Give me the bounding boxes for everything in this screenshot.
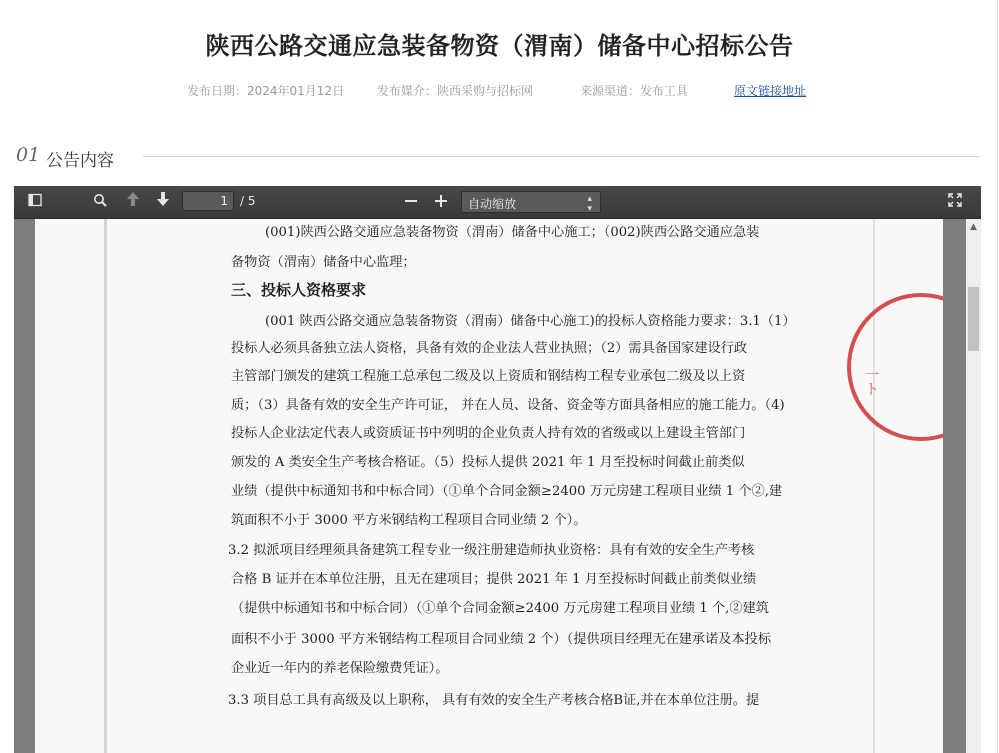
expand-icon[interactable] [942,190,968,214]
official-seal-stamp [847,293,943,441]
document-area[interactable] [14,219,966,753]
page-title: 陕西公路交通应急装备物资（渭南）储备中心招标公告 [205,32,794,60]
doc-line: 面积不小于 3000 平方米钢结构工程项目合同业绩 2 个）（提供项目经理无在建承诺及本投标 [231,632,772,647]
section-title: 公告内容 [46,151,114,171]
page-total: / 5 [240,194,256,208]
plus-icon[interactable] [428,190,454,214]
doc-heading: 三、投标人资格要求 [231,281,367,299]
section-divider [143,156,980,157]
pdf-viewer [14,186,981,753]
arrow-down-icon[interactable] [150,190,176,214]
scan-edge [873,219,875,753]
original-link[interactable]: 原文链接地址 [734,84,807,98]
doc-line: （提供中标通知书和中标合同）（①单个合同金额≥2400 万元房建工程项目业绩 1 个,②建筑 [231,601,769,616]
doc-line: 合格 B 证并在本单位注册，且无在建项目；提供 2021 年 1 月至投标时间截止前类似业绩 [231,572,757,587]
doc-line: 企业近一年内的养老保险缴费凭证）。 [231,661,449,676]
arrow-up-icon[interactable] [120,190,146,214]
doc-line: 筑面积不小于 3000 平方米钢结构工程项目合同业绩 2 个）。 [231,513,587,528]
doc-line: 主管部门颁发的建筑工程施工总承包二级及以上资质和钢结构工程专业承包二级及以上资 [231,369,746,384]
doc-line: 3.2 拟派项目经理须具备建筑工程专业一级注册建造师执业资格：具有有效的安全生产考核 [228,543,755,558]
doc-line: 颁发的 A 类安全生产考核合格证。（5）投标人提供 2021 年 1 月至投标时间截止前类似 [231,455,745,470]
select-arrows-icon: ▴ ▾ [587,194,592,214]
doc-line: 质；（3）具备有效的安全生产许可证， 并在人员、设备、资金等方面具备相应的施工能力。（4) [231,398,785,413]
announcement-meta [0,82,999,100]
page-number-input[interactable] [182,191,234,211]
section-header [16,144,980,171]
source-channel: 来源渠道：发布工具 [580,84,689,98]
minus-icon[interactable] [398,190,424,214]
doc-line: (001 陕西公路交通应急装备物资（渭南）储备中心施工)的投标人资格能力要求：3.1（1） [265,314,796,329]
search-icon[interactable] [87,190,113,214]
doc-line: 投标人必须具备独立法人资格，具备有效的企业法人营业执照；（2）需具备国家建设行政 [231,341,748,356]
doc-line: 投标人企业法定代表人或资质证书中列明的企业负责人持有效的省级或以上建设主管部门 [231,426,746,441]
pdf-toolbar [14,186,981,219]
publish-date: 发布日期：2024年01月12日 [187,84,345,98]
seal-mark: 一 ト [865,368,879,398]
pdf-page [35,219,943,753]
vertical-scrollbar[interactable] [966,219,981,753]
sidebar-toggle-icon[interactable] [22,190,48,214]
doc-line: 备物资（渭南）储备中心监理； [231,255,416,270]
scan-edge [104,219,107,753]
doc-line: 业绩（提供中标通知书和中标合同）（①单个合同金额≥2400 万元房建工程项目业绩 1 个②,建 [231,484,783,499]
doc-line: (001)陕西公路交通应急装备物资（渭南）储备中心施工；（002)陕西公路交通应急装 [265,225,760,240]
scroll-up-icon[interactable]: ▲ [970,222,977,232]
zoom-select[interactable] [461,191,601,213]
doc-line: 3.3 项目总工具有高级及以上职称， 具有有效的安全生产考核合格B证,并在本单位注册。提 [228,693,760,708]
publish-media: 发布媒介：陕西采购与招标网 [377,84,534,98]
zoom-value: 自动缩放 [468,197,517,211]
scrollbar-thumb[interactable] [968,287,979,351]
section-number: 01 [16,144,41,166]
